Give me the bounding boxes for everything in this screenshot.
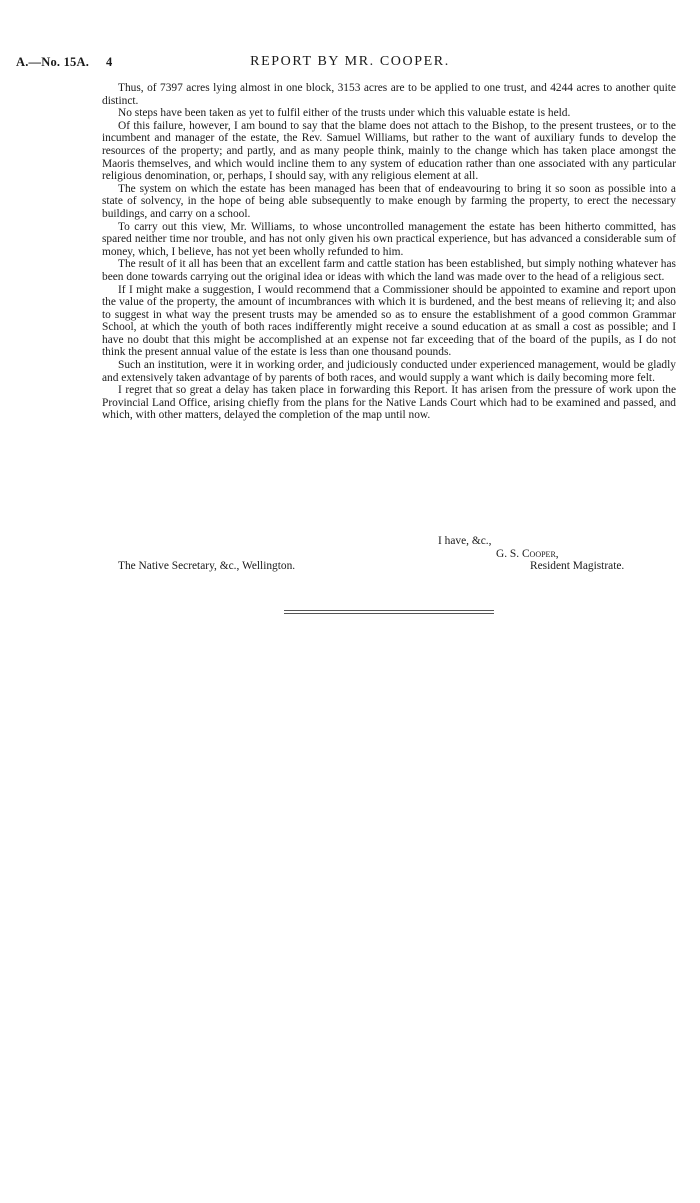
closing-block	[102, 535, 676, 585]
paragraph: If I might make a suggestion, I would recommend that a Commissioner should be appointed to examine and report upon the value of the property, the amount of incumbrances with which it is burdened, and the best means of relieving it; and also to suggest in what way the present trusts may be amended so as to ensure the establishment of a good common Grammar School, at which the youth of both races indifferently might receive a sound education at as small a cost as possible; and I have no doubt that this might be accomplished at an expense not far exceeding that of the board of the pupils, as I do not think the present annual value of the estate is less than one thousand pounds.	[102, 283, 676, 359]
paragraph: To carry out this view, Mr. Williams, to whose uncontrolled management the estate has been hitherto committed, has spared neither time nor trouble, and has not only given his own practical experience, but has advanced a considerable sum of money, which, I believe, has not yet been wholly refunded to him.	[102, 220, 676, 258]
page-number: 4	[106, 55, 113, 69]
paragraph: Such an institution, were it in working order, and judiciously conducted under experienced management, would be gladly and extensively taken advantage of by parents of both races, and would supply a want which is daily becoming more felt.	[102, 359, 676, 384]
page-header	[0, 55, 700, 75]
report-body	[102, 82, 676, 422]
paragraph: The system on which the estate has been managed has been that of endeavouring to bring it so soon as possible into a state of solvency, in the hope of being able subsequently to make enough by farming the property, to erect the necessary buildings, and carry on a school.	[102, 182, 676, 220]
document-reference: A.—No. 15A.	[16, 55, 90, 69]
paragraph: Of this failure, however, I am bound to say that the blame does not attach to the Bishop, to the present trustees, or to the incumbent and manager of the estate, the Rev. Samuel Williams, but rather to the want of auxiliary funds to develop the resources of the property; and partly, and as many people think, mainly to the change which has taken place amongst the Maoris themselves, and which would incline them to any system of education rather than one associated with any particular religious denomination, or, perhaps, I should say, with any religious element at all.	[102, 119, 676, 183]
addressee: The Native Secretary, &c., Wellington.	[118, 560, 296, 573]
paragraph: No steps have been taken as yet to fulfil either of the trusts under which this valuable estate is held.	[118, 107, 571, 120]
paragraph: I regret that so great a delay has taken place in forwarding this Report. It has arisen from the pressure of work upon the Provincial Land Office, arising chiefly from the plans for the Native Lands Court which had to be examined and passed, and which, with other matters, delayed the completion of the map until now.	[102, 384, 676, 422]
paragraph: Thus, of 7397 acres lying almost in one block, 3153 acres are to be applied to one trust, and 4244 acres to another quite distinct.	[102, 82, 676, 107]
paragraph: The result of it all has been that an excellent farm and cattle station has been established, but simply nothing whatever has been done towards carrying out the original idea or ideas with which the land was made over to the head of a religious sect.	[102, 258, 676, 283]
report-title: REPORT BY MR. COOPER.	[250, 54, 450, 69]
closing-greeting: I have, &c.,	[438, 535, 492, 547]
signature-title: Resident Magistrate.	[530, 560, 625, 573]
end-rule	[284, 613, 494, 614]
signature-name: G. S. Cooper,	[496, 547, 559, 560]
end-rule	[284, 610, 494, 611]
